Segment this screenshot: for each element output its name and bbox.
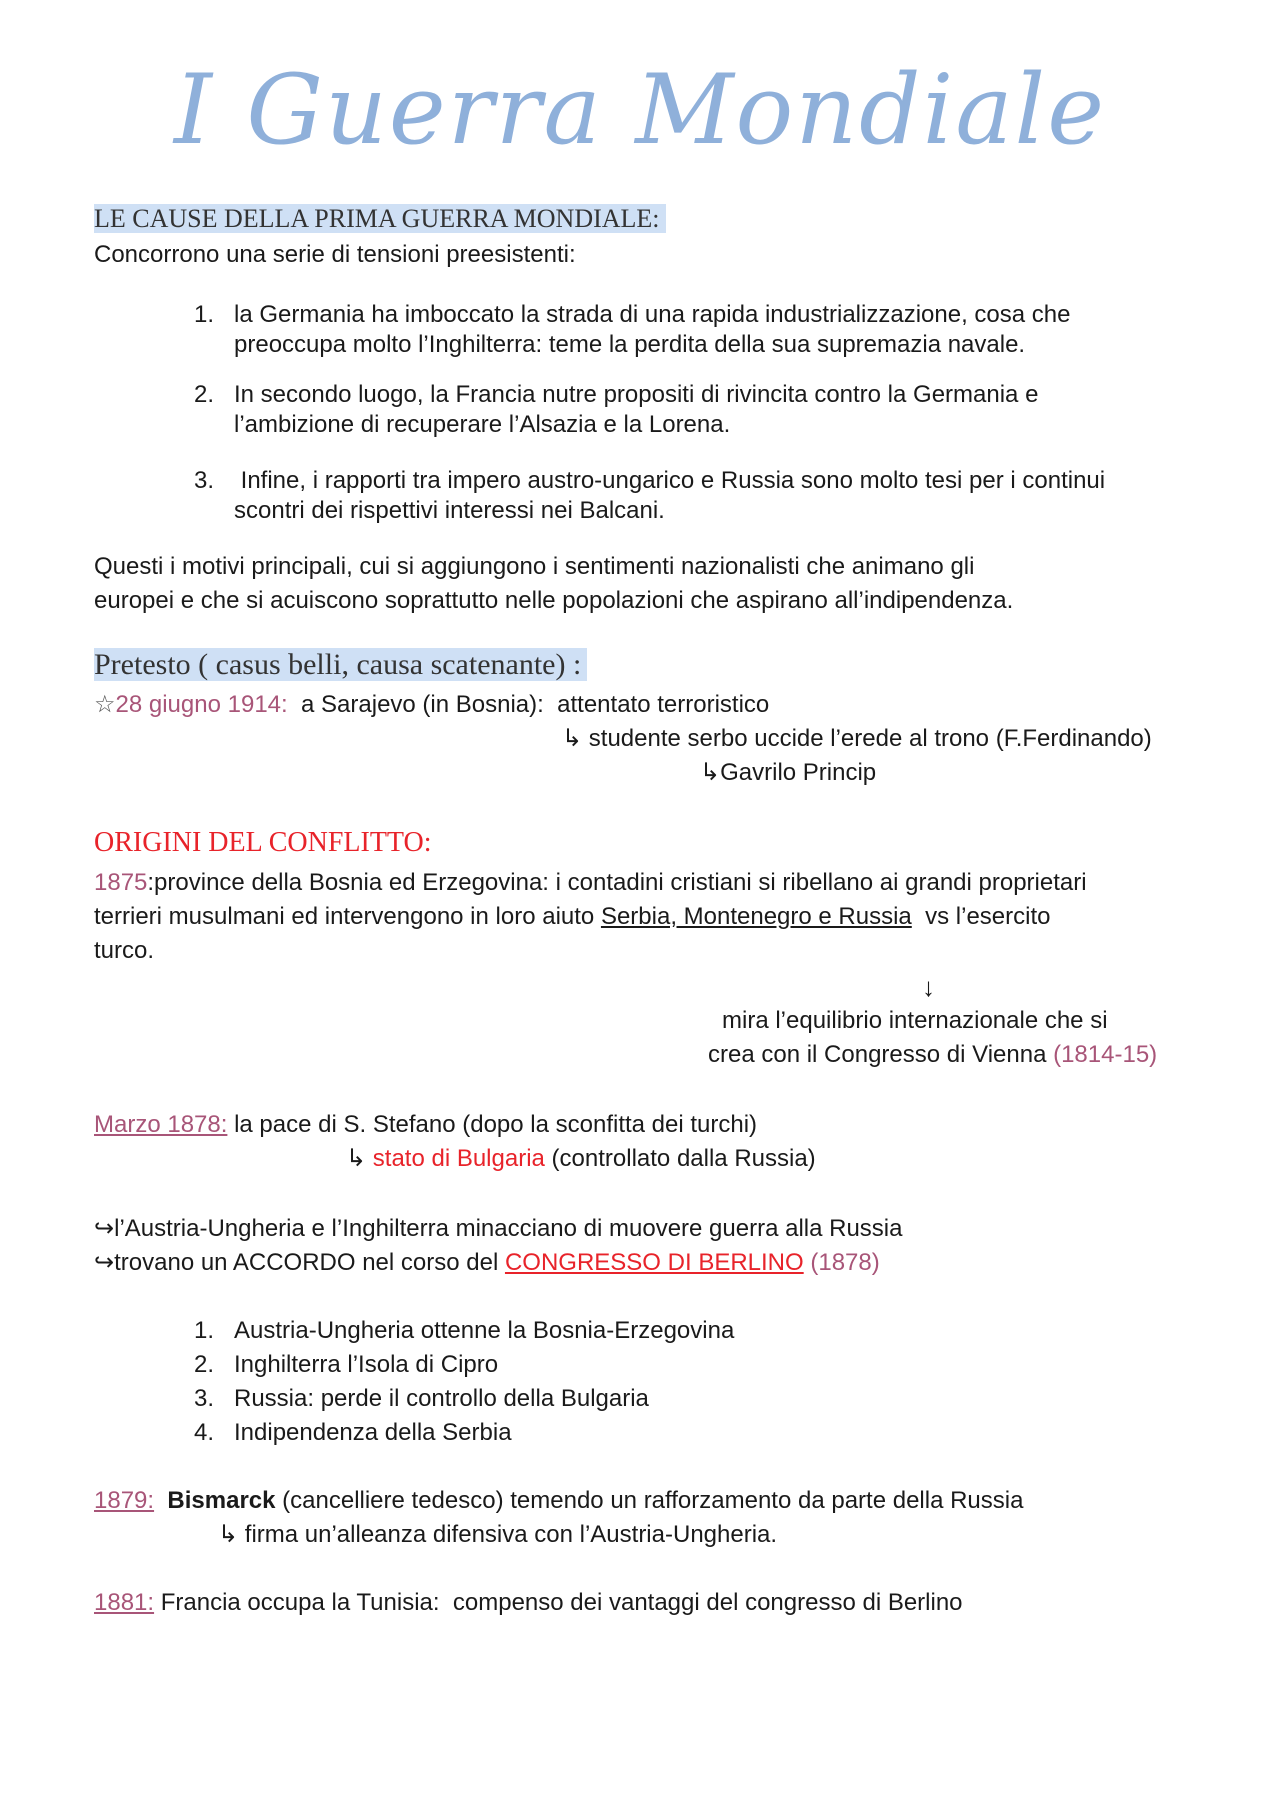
causes-heading [94,202,666,236]
causes-intro: Concorrono una serie di tensioni preesistenti: [94,241,576,268]
cause-item-2-cont: l’ambizione di recuperare l’Alsazia e la Lorena. [234,411,731,438]
origins-p3-line2 [94,1246,880,1280]
origins-p1-line2 [94,900,1050,934]
list-number: 3. [194,1385,215,1412]
down-arrow-icon: ↓ [922,972,935,1002]
origins-p5-text: Francia occupa la Tunisia: compenso dei vantaggi del congresso di Berlino [154,1589,963,1616]
origins-p3-line1: ↪l’Austria-Ungheria e l’Inghilterra minacciano di muovere guerra alla Russia [94,1215,903,1242]
origins-p5 [94,1586,963,1620]
origins-list-item [194,1348,498,1382]
origins-p2-arrow: ↳ [346,1145,373,1172]
origins-p1-text-a: terrieri musulmani ed intervengono in loro aiuto [94,903,601,930]
origins-p2-line2 [346,1142,816,1176]
origins-p2-rest: (controllato dalla Russia) [544,1145,816,1172]
origins-heading: ORIGINI DEL CONFLITTO: [94,827,432,858]
cause-item-number: 1. [194,301,215,328]
origins-note-years: (1814-15) [1053,1041,1158,1068]
origins-p1-text-b: vs l’esercito [911,903,1051,930]
origins-list-item [194,1382,649,1416]
origins-p2-bulgaria: stato di Bulgaria [372,1145,545,1172]
causes-summary-1: Questi i motivi principali, cui si aggiungono i sentimenti nazionalisti che animano gli [94,553,975,580]
origins-note-text: crea con il Congresso di Vienna [708,1041,1054,1068]
list-number: 2. [194,1351,215,1378]
cause-item-text: In secondo luogo, la Francia nutre propositi di rivincita contro la Germania e [234,381,1039,408]
origins-p1-line3: turco. [94,937,155,964]
pretext-event: a Sarajevo (in Bosnia): attentato terroristico [287,691,770,718]
list-text: Inghilterra l’Isola di Cipro [234,1351,499,1378]
causes-summary-2: europei e che si acuiscono soprattutto nelle popolazioni che aspirano all’indipendenza. [94,587,1014,614]
origins-list-item [194,1416,512,1450]
origins-p3-text: ↪trovano un ACCORDO nel corso del [94,1249,505,1276]
pretext-line [94,688,769,722]
cause-item-1 [194,298,1070,332]
list-text: Austria-Ungheria ottenne la Bosnia-Erzegovina [234,1317,735,1344]
pretext-arrow-1: ↳ studente serbo uccide l’erede al trono (F.Ferdinando) [562,725,1152,752]
origins-p4-line1 [94,1484,1023,1518]
pretext-heading [94,648,587,682]
origins-congress-berlino: CONGRESSO DI BERLINO [504,1249,804,1276]
origins-p3-year: (1878) [803,1249,880,1276]
cause-item-2 [194,378,1038,412]
pretext-arrow-2: ↳Gavrilo Princip [700,759,877,786]
origins-p1-underlined: Serbia, Montenegro e Russia [600,903,912,930]
list-text: Indipendenza della Serbia [234,1419,512,1446]
origins-p4-text: (cancelliere tedesco) temendo un rafforzamento da parte della Russia [275,1487,1024,1514]
origins-list-item [194,1314,734,1348]
causes-heading-text: LE CAUSE DELLA PRIMA GUERRA MONDIALE: [94,204,666,233]
cause-item-3-cont: scontri dei rispettivi interessi nei Balcani. [234,497,665,524]
origins-p2-line1 [94,1108,757,1142]
origins-date-1881: 1881: [94,1589,155,1616]
pretext-date: 28 giugno 1914: [115,691,288,718]
cause-item-number: 3. [194,467,215,494]
list-number: 4. [194,1419,215,1446]
origins-p1-text: :province della Bosnia ed Erzegovina: i contadini cristiani si ribellano ai grandi proprietari [147,869,1087,896]
origins-p2-text: la pace di S. Stefano (dopo la sconfitta dei turchi) [227,1111,758,1138]
cause-item-3 [194,464,1105,498]
cause-item-text: la Germania ha imboccato la strada di una rapida industrializzazione, cosa che [234,301,1071,328]
origins-p1-line1 [94,866,1087,900]
origins-year-1875: 1875 [94,869,148,896]
origins-note-1: mira l’equilibrio internazionale che si [722,1007,1108,1034]
origins-date-1879: 1879: [94,1487,155,1514]
origins-p4-arrow: ↳ firma un’alleanza difensiva con l’Austria-Ungheria. [218,1521,778,1548]
origins-note-2 [708,1038,1157,1072]
origins-date-1878: Marzo 1878: [94,1111,228,1138]
star-icon: ☆ [94,691,116,718]
list-text: Russia: perde il controllo della Bulgaria [234,1385,649,1412]
cause-item-1-cont: preoccupa molto l’Inghilterra: teme la perdita della sua supremazia navale. [234,331,1026,358]
cause-item-text: Infine, i rapporti tra impero austro-ungarico e Russia sono molto tesi per i continui [234,467,1106,494]
origins-bismarck: Bismarck [167,1487,276,1514]
page-title: I Guerra Mondiale [173,54,1107,166]
cause-item-number: 2. [194,381,215,408]
pretext-heading-text: Pretesto ( casus belli, causa scatenante) : [94,648,587,681]
list-number: 1. [194,1317,215,1344]
